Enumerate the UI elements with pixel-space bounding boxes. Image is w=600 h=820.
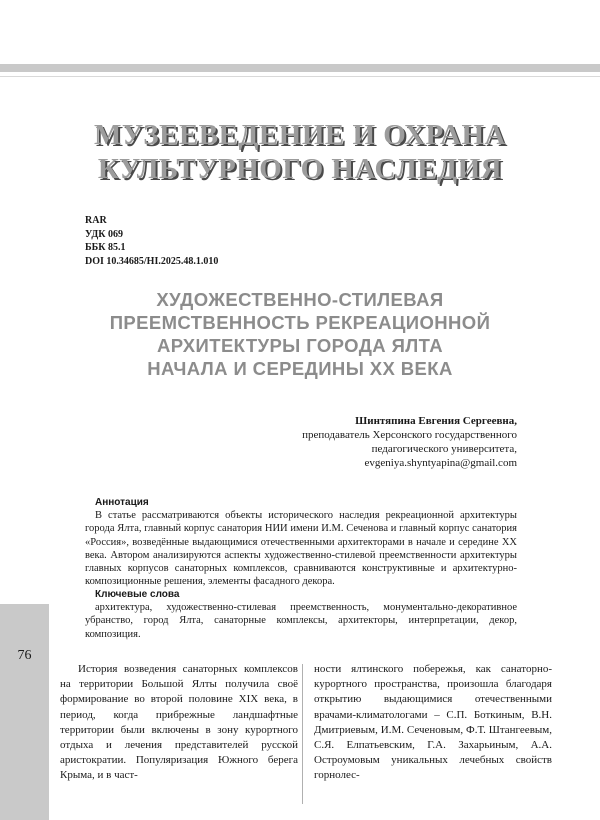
keywords [85, 588, 517, 641]
author-block [302, 414, 517, 470]
meta-udk: УДК 069 [85, 228, 123, 240]
article-title-line: ПРЕЕМСТВЕННОСТЬ РЕКРЕАЦИОННОЙ [109, 312, 491, 333]
column-divider [302, 664, 303, 804]
body-column-left: История возведения санаторных комплексов на территории Большой Ялты получила своё формирование во второй половине XIX века, в период, когда прибрежные ландшафтные территории были включены в зону курортного отдыха и лечения представителей русской аристократии. Популяризация Южного берега Крыма, и в част- [60, 663, 298, 782]
page-number: 76 [17, 648, 32, 663]
keywords-text: архитектура, художественно-стилевая преемственность, монументально-декоративное убранство, город Ялта, санаторные комплексы, архитекторы, интерпретации, декор, композиция. [85, 602, 517, 640]
page-number-tab [0, 604, 49, 820]
header-rule [0, 76, 600, 77]
section-title [60, 118, 540, 186]
article-title-line: НАЧАЛА И СЕРЕДИНЫ XX ВЕКА [147, 358, 453, 379]
bibliographic-meta [85, 214, 218, 268]
article-title-line: ХУДОЖЕСТВЕННО-СТИЛЕВАЯ [156, 289, 444, 310]
header-band [0, 64, 600, 72]
meta-doi: DOI 10.34685/HI.2025.48.1.010 [85, 255, 219, 267]
section-title-line: МУЗЕЕВЕДЕНИЕ И ОХРАНА [94, 119, 506, 151]
abstract-heading: Аннотация [95, 497, 149, 508]
body-column-right: ности ялтинского побережья, как санаторно-курортного пространства, произошла благодаря открытию выдающимися отечественными врачами-климатологами – С.П. Боткиным, В.Н. Дмитриевым, И.М. Сеченовым, Ф.Т. Штангеевым, С.Я. Елпатьевским, Г.А. Захарьиным, А.А. Остроумовым уникальных лечебных свойств горнолес- [314, 663, 552, 782]
article-title-line: АРХИТЕКТУРЫ ГОРОДА ЯЛТА [157, 335, 443, 356]
author-position: преподаватель Херсонского государственного [302, 429, 517, 441]
meta-bbk: ББК 85.1 [85, 242, 126, 253]
section-title-line: КУЛЬТУРНОГО НАСЛЕДИЯ [97, 153, 503, 185]
author-email: evgeniya.shyntyapina@gmail.com [364, 457, 517, 469]
abstract [85, 496, 517, 588]
meta-rar: RAR [85, 215, 107, 226]
article-title [90, 288, 510, 380]
keywords-heading: Ключевые слова [95, 589, 180, 600]
abstract-text: В статье рассматриваются объекты исторического наследия рекреационной архитектуры города Ялта, главный корпус санатория НИИ имени И.М. Сеченова и главный корпус санатория «Россия», возведённые выдающимися отечественными архитекторами в начале и середине XX века. Автором анализируются аспекты художественно-стилевой преемственности архитектуры главных корпусов санаторных комплексов, сравниваются конструктивные и архитектурно-композиционные решения, элементы фасадного декора. [85, 510, 517, 588]
author-affiliation: педагогического университета, [371, 443, 517, 455]
author-name: Шинтяпина Евгения Сергеевна, [355, 415, 517, 427]
